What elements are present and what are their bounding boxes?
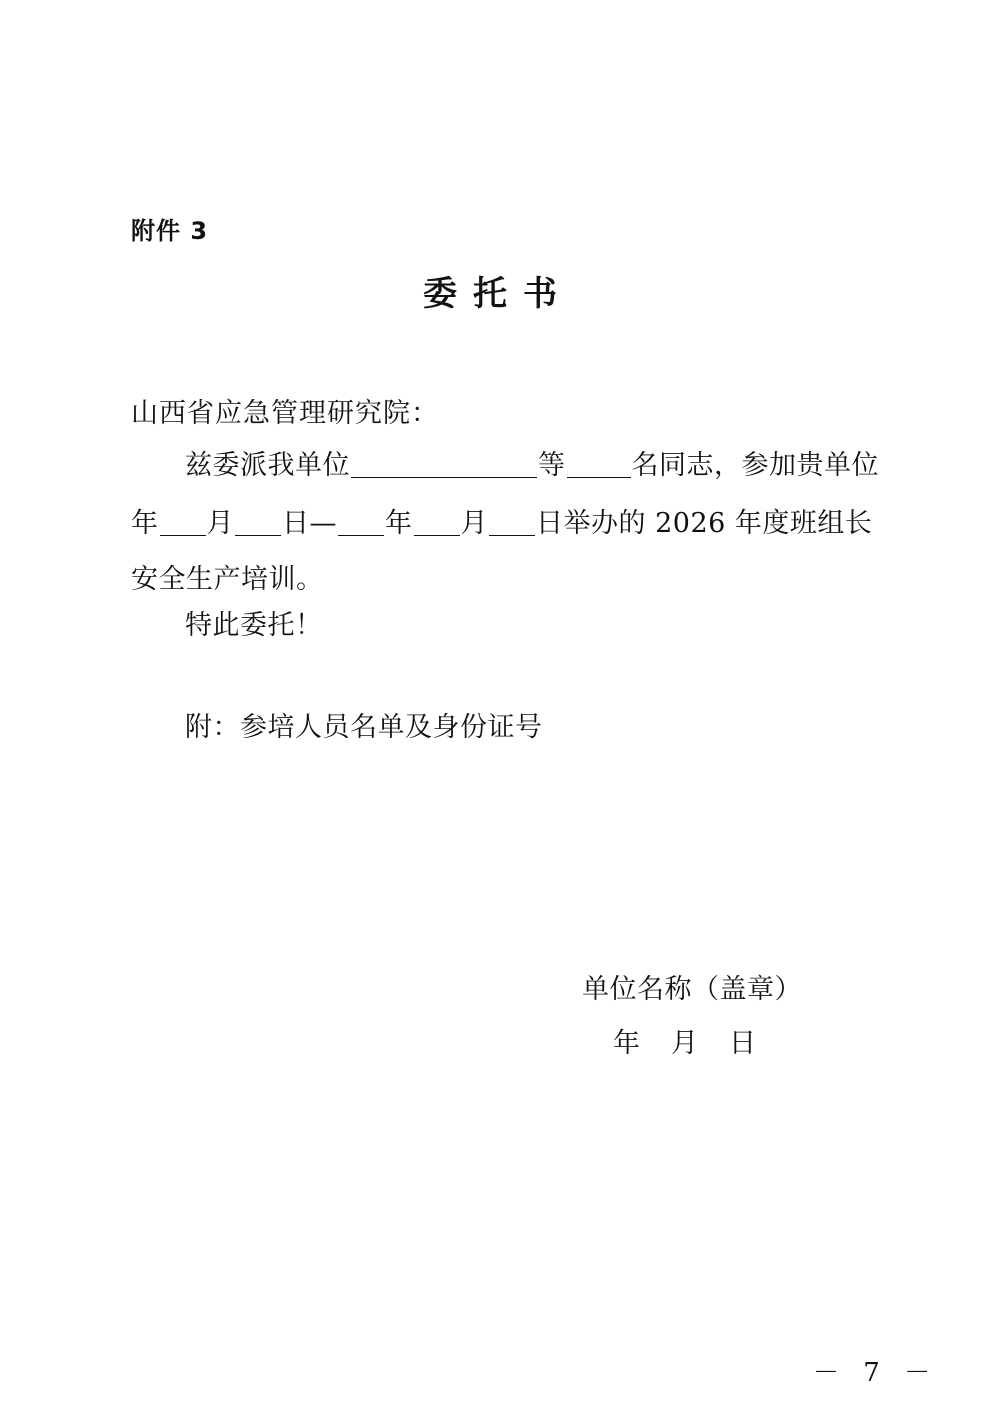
count-blank [567, 453, 631, 478]
document-title: 委托书 [423, 274, 573, 314]
delegation-middle: 等 [538, 450, 566, 481]
start-month-blank [160, 511, 206, 536]
end-year-blank [338, 511, 384, 536]
start-day-dash: 日— [282, 508, 337, 539]
end-year-label: 年 [385, 508, 413, 539]
delegation-line-3: 安全生产培训。 [131, 564, 324, 595]
signature-month: 月 [671, 1028, 698, 1059]
page-number: － 7 － [813, 1358, 939, 1388]
unit-signature: 单位名称（盖章） [582, 974, 802, 1005]
end-month-label: 月 [460, 508, 488, 539]
event-suffix: 日举办的 2026 年度班组长 [536, 508, 873, 539]
recipient-line: 山西省应急管理研究院： [131, 398, 439, 429]
signature-date [613, 1030, 787, 1057]
start-year-label: 年 [131, 508, 159, 539]
start-day-blank [235, 511, 281, 536]
attachment-label: 附件 3 [131, 217, 209, 245]
signature-day: 日 [729, 1028, 756, 1059]
unit-blank [351, 453, 537, 478]
end-month-blank [414, 511, 460, 536]
delegation-prefix: 兹委派我单位 [185, 450, 350, 481]
delegation-line-2 [131, 510, 871, 537]
signature-year: 年 [613, 1028, 640, 1059]
delegation-line-1 [185, 450, 879, 481]
delegation-suffix: 名同志，参加贵单位 [631, 450, 879, 481]
closing-line: 特此委托！ [185, 610, 323, 641]
end-day-blank [489, 511, 535, 536]
attachment-note: 附：参培人员名单及身份证号 [185, 712, 543, 743]
start-month-label: 月 [206, 508, 234, 539]
